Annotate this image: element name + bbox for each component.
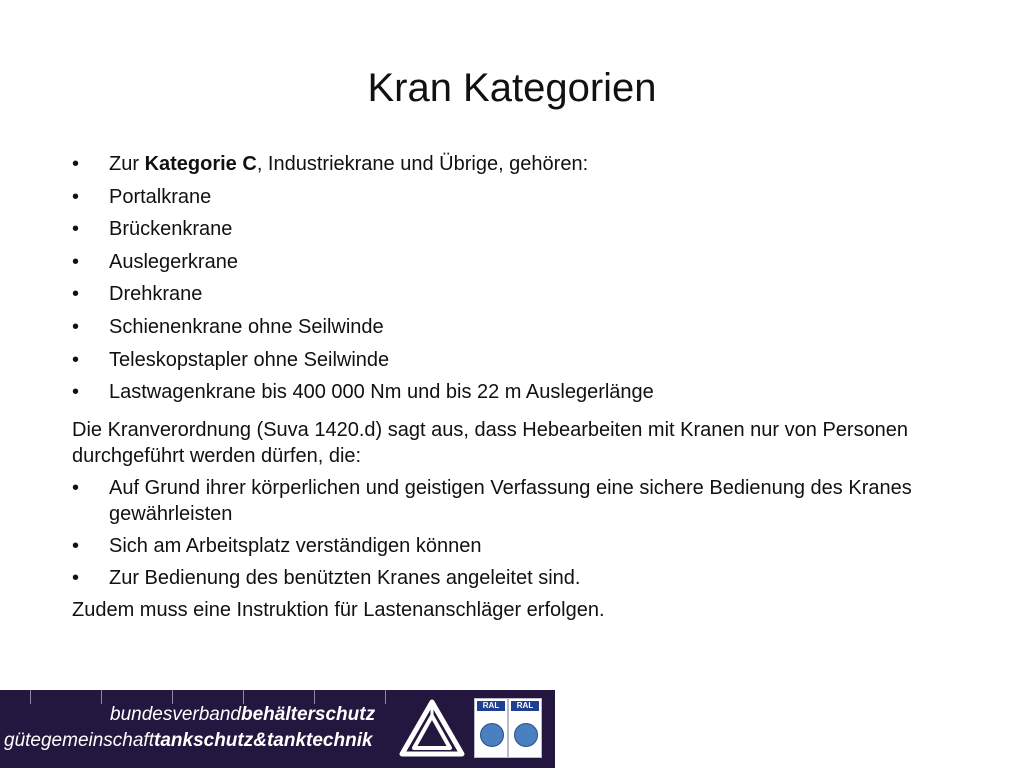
list-item: • Auf Grund ihrer körperlichen und geistigen Verfassung eine sichere Bedienung des Kranes gewährleisten <box>72 475 972 527</box>
regulation-paragraph: Die Kranverordnung (Suva 1420.d) sagt aus, dass Hebearbeiten mit Kranen nur von Personen durchgeführt werden dürfen, die: <box>72 419 909 468</box>
list-item: • Schienenkrane ohne Seilwinde <box>72 315 972 339</box>
list-item: • Brückenkrane <box>72 217 972 241</box>
closing-paragraph: Zudem muss eine Instruktion für Lastenanschläger erfolgen. <box>72 599 605 622</box>
list-item: • Sich am Arbeitsplatz verständigen können <box>72 533 972 559</box>
footer-line-1 <box>110 704 375 726</box>
banner-tick <box>243 690 244 704</box>
list-item: • Drehkrane <box>72 282 972 306</box>
footer-line-2-light: gütegemeinschaft <box>4 730 154 751</box>
ral-seal-label: RAL <box>477 701 505 711</box>
ral-seal-disc <box>514 723 538 747</box>
list-item: • Auslegerkrane <box>72 250 972 274</box>
ral-seal-icon <box>508 698 542 758</box>
slide-title: Kran Kategorien <box>367 66 657 110</box>
list-item: • Portalkrane <box>72 185 972 209</box>
footer-line-1-light: bundesverband <box>110 704 241 725</box>
ral-seal-label: RAL <box>511 701 539 711</box>
intro-suffix: , Industriekrane und Übrige, gehören: <box>256 153 589 175</box>
category-list <box>72 152 972 404</box>
triangle-logo-icon <box>398 698 466 758</box>
slide-content <box>72 152 972 623</box>
banner-tick <box>101 690 102 704</box>
footer-line-2-bold: tankschutz&tanktechnik <box>154 730 373 751</box>
intro-prefix: Zur <box>109 153 145 175</box>
banner-tick <box>30 690 31 704</box>
list-item-intro <box>72 152 972 176</box>
ral-seal-disc <box>480 723 504 747</box>
footer-banner <box>0 690 555 768</box>
banner-tick <box>385 690 386 704</box>
banner-tick <box>172 690 173 704</box>
requirement-list <box>72 475 972 591</box>
intro-bold: Kategorie C <box>144 153 257 175</box>
list-item: • Teleskopstapler ohne Seilwinde <box>72 348 972 372</box>
footer-line-1-bold: behälterschutz <box>241 704 376 725</box>
list-item: • Lastwagenkrane bis 400 000 Nm und bis 22 m Auslegerlänge <box>72 380 972 404</box>
ral-seal-icon <box>474 698 508 758</box>
footer-line-2 <box>4 730 373 752</box>
list-item: • Zur Bedienung des benützten Kranes angeleitet sind. <box>72 565 972 591</box>
banner-tick <box>314 690 315 704</box>
